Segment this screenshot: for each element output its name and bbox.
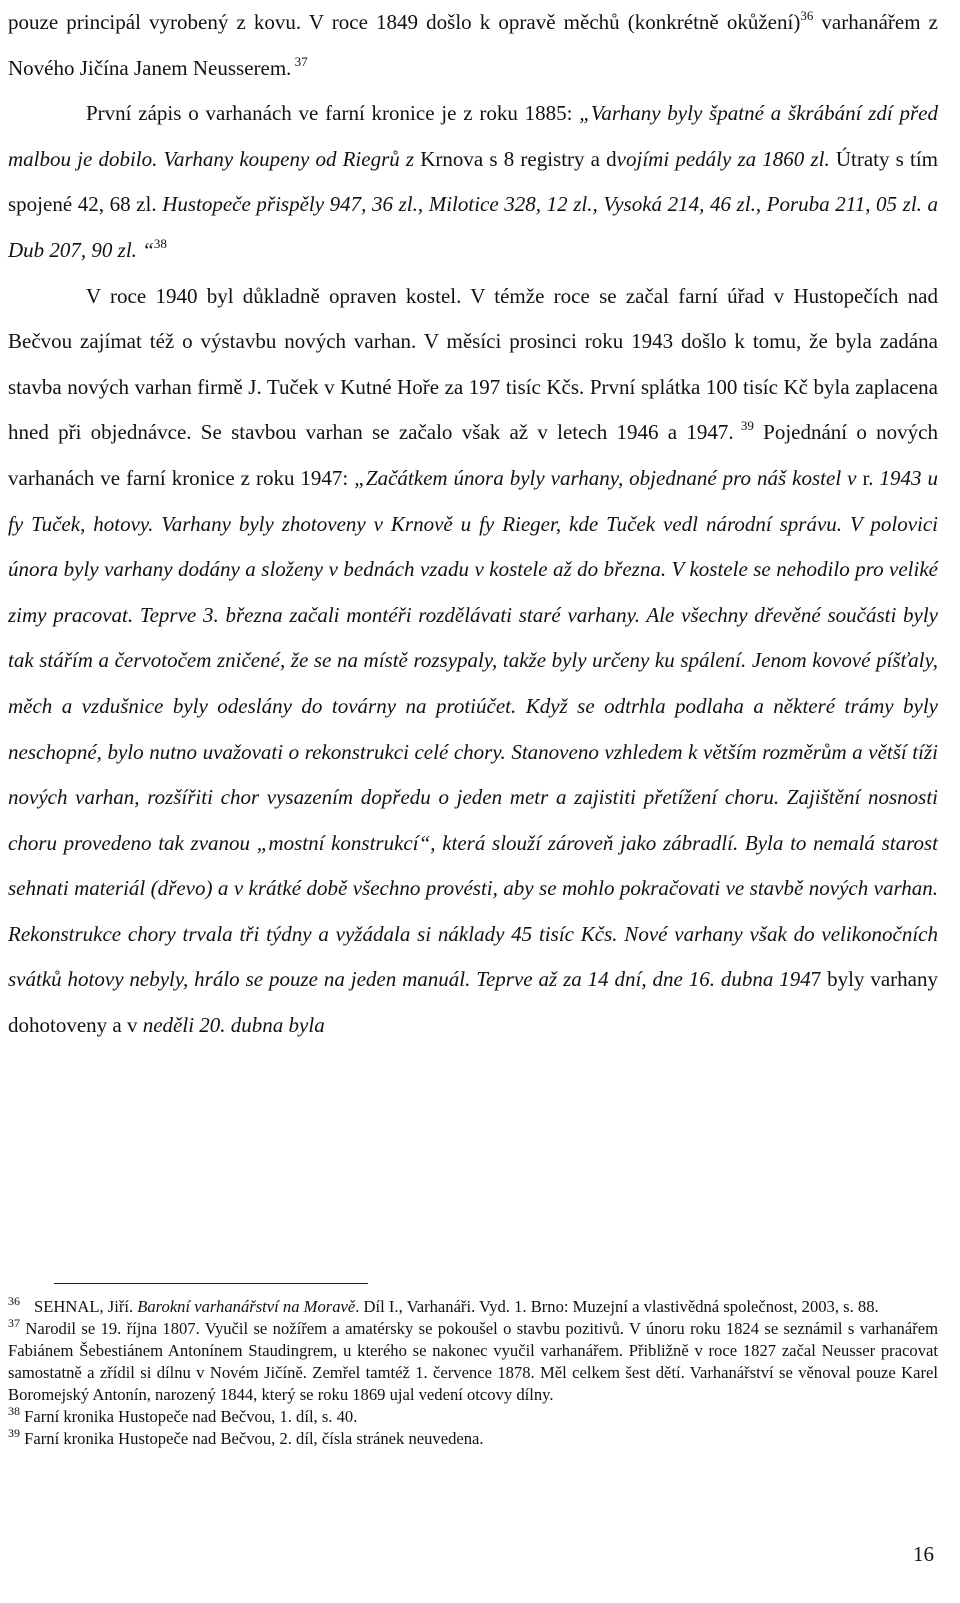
footnote-37 (8, 1318, 938, 1406)
paragraph-text-run: 7 byly varhany dohotoveny a v (8, 967, 938, 1038)
body-paragraph (8, 274, 938, 1049)
paragraph-text-run: Hustopeče přispěly 947, 36 zl. (162, 192, 418, 217)
paragraph-text-run: „Varhany byly špatné a škrábání zdí před malbou je dobilo. Varhany koupeny od Riegrů z (8, 101, 938, 171)
paragraph-text-run: V roce 1940 byl důkladně opraven kostel. V témže roce se začal farní úřad v Hustopečích nad Bečvou zajímat též o výstavbu nových varhan. V měsíci prosinci roku 1943 došlo k tomu, že byla zadána stavba nových varhan firmě J. Tuček v Kutné Hoře za 197 tisíc Kčs. První splátka 100 tisíc Kč byla zaplacena hned při objednávce. Se stavbou varhan se začalo však až v letech 1946 a 1947. (8, 283, 938, 445)
paragraph-text-run: “ (136, 237, 154, 262)
main-body-text (8, 0, 938, 1049)
paragraph-text-run: „Začátkem února byly varhany, objednané pro náš kostel v (354, 465, 863, 490)
paragraph-text-run: Krnova s 8 registry a d (420, 146, 617, 171)
paragraph-footnote-ref: 38 (153, 235, 167, 251)
page-number: 16 (913, 1542, 934, 1566)
footnote-text-run: SEHNAL, Jiří. (34, 1297, 138, 1316)
paragraph-text-run: varhanářem z Nového Jičína Janem Neusserem. (8, 10, 938, 80)
footnote-36 (8, 1296, 938, 1318)
footnote-text-run: Farní kronika Hustopeče nad Bečvou, 1. díl, s. 40. (20, 1407, 358, 1426)
footnote-38 (8, 1406, 938, 1428)
paragraph-text-run: bednách vzadu v kostele až do března. V kostele se nehodilo pro veliké zimy pracovat. Teprve 3. března začali montéři rozdělávati staré varhany. Ale všechny dřevěné součásti byly tak stářím a červotočem zničené, že se na místě rozsypaly, takže byly určeny ku spálení. Jenom kovové píšťaly, měch a vzdušnice byly odeslány do továrny na protiúčet. Když se odtrhla podlaha a některé trámy byly neschopné, bylo nutno uvažovati o rekonstrukci celé chory. Stanoveno vzhledem k větším rozměrům a větší tíži nových varhan, rozšířiti chor vysazením dopředu o jeden metr a zajistiti přetížení choru. Zajištění nosnosti choru provedeno tak zvanou „mostní konstrukcí“, která slouží zároveň jako zábradlí. Byla to nemalá starost sehnati materiál (dřevo) a v krátké době všechno provésti, aby se mohlo pokračovati ve stavbě nových varhan. Rekonstrukce chory trvala tři týdny a vyžádala si náklady 45 tisíc Kčs. Nové varhany však do velikonočních svátků hotovy nebyly, hrálo se pouze na jeden manuál. Teprve až za 14 dní, dne 16. dubna 194 (8, 557, 938, 992)
body-paragraph (8, 91, 938, 273)
paragraph-text-run: neděli 20. dubna byla (142, 1013, 325, 1038)
paragraph-text-run: Útraty s tím spojené 42, 68 zl. (8, 146, 938, 217)
footnote-number: 37 (8, 1316, 20, 1330)
footnote-text-run: Barokní varhanářství na Moravě (137, 1297, 356, 1316)
body-paragraph (8, 0, 938, 91)
paragraph-text-run: pouze principál vyrobený z kovu. V roce 1849 došlo k opravě měchů (konkrétně okůžení) (8, 10, 801, 34)
footnote-number: 36 (8, 1294, 20, 1308)
footnote-39 (8, 1428, 938, 1450)
paragraph-footnote-ref: 36 (800, 8, 814, 23)
footnote-number: 38 (8, 1404, 20, 1418)
footnotes-section (8, 1296, 938, 1450)
paragraph-text-run: , Vysoká 214, 46 zl. (592, 192, 756, 217)
paragraph-footnote-ref: 37 (291, 53, 308, 69)
paragraph-footnote-ref: 39 (733, 418, 754, 434)
paragraph-text-run: , Poruba 211, 05 zl. a Dub 207, 90 zl. (8, 192, 938, 262)
footnote-text-run: Farní kronika Hustopeče nad Bečvou, 2. díl, čísla stránek neuvedena. (20, 1429, 484, 1448)
paragraph-text-run: , Milotice 328, 12 zl. (417, 192, 593, 217)
footnote-separator (54, 1283, 368, 1284)
footnote-text-run: . Díl I., Varhanáři. Vyd. 1. Brno: Muzejní a vlastivědná společnost, 2003, s. 88. (355, 1297, 879, 1316)
footnote-text-run: Narodil se 19. října 1807. Vyučil se nožířem a amatérsky se pokoušel o stavbu pozitivů. V únoru roku 1824 se seznámil s varhanářem Fabiánem Šebestiánem Antonínem Staudingrem, u kterého se nakonec vyučil varhanářem. Přibližně v roce 1827 začal Neusser pracovat samostatně a zřídil si dílnu v Novém Jičíně. Zemřel tamtéž 1. července 1878. Měl celkem šest dětí. Varhanářství se věnoval pouze Karel Boromejský Antonín, narozený 1844, který se roku 1869 ujal vedení otcovy dílny. (8, 1319, 938, 1404)
paragraph-text-run: 1943 u fy Tuček, hotovy. Varhany byly zhotoveny v Krnově u fy Rieger, kde Tuček vedl národní správu. V polovici února byly varhany dodány a složeny v (8, 465, 939, 582)
paragraph-text-run: První zápis o varhanách ve farní kronice je z roku 1885: (86, 101, 580, 126)
paragraph-text-run: r. (862, 465, 880, 490)
paragraph-text-run: vojími pedály za 1860 zl. (616, 146, 836, 171)
paragraph-text-run: Pojednání o nových varhanách ve farní kronice z roku 1947: (8, 420, 938, 490)
footnote-number: 39 (8, 1426, 20, 1440)
